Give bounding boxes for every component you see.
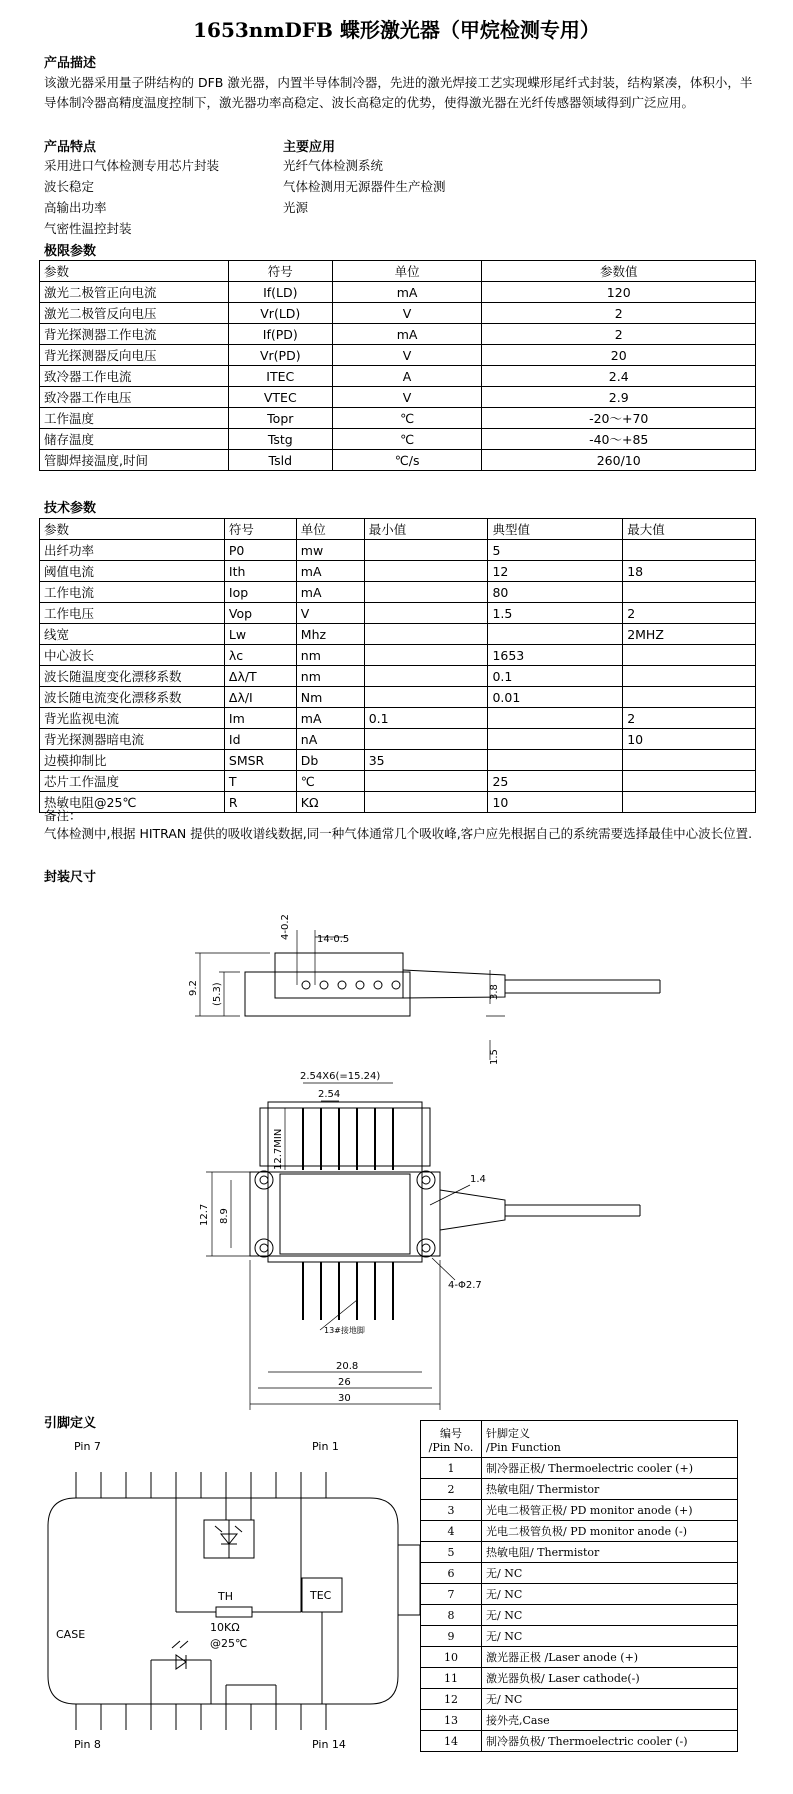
pin-number: 10	[421, 1647, 482, 1668]
limits-cell: -20～+70	[482, 408, 756, 429]
pin-function: 无/ NC	[482, 1689, 738, 1710]
limits-cell: mA	[332, 282, 482, 303]
tech-cell: 0.1	[488, 666, 623, 687]
pin-number: 9	[421, 1626, 482, 1647]
tech-header-cell: 参数	[40, 519, 225, 540]
limits-cell: mA	[332, 324, 482, 345]
limits-cell: If(PD)	[228, 324, 332, 345]
limits-header-cell: 符号	[228, 261, 332, 282]
tech-cell: Δλ/I	[224, 687, 296, 708]
limits-cell: ℃/s	[332, 450, 482, 471]
tech-cell: V	[296, 603, 364, 624]
limits-cell: Topr	[228, 408, 332, 429]
section-tech-heading: 技术参数	[44, 501, 97, 516]
pin1-label: Pin 1	[312, 1440, 339, 1453]
tech-cell: Im	[224, 708, 296, 729]
pin-function: 激光器正极 /Laser anode (+)	[482, 1647, 738, 1668]
tech-cell: Δλ/T	[224, 666, 296, 687]
dim-label: 9.2	[188, 980, 199, 996]
tech-cell: Ith	[224, 561, 296, 582]
feature-item: 高输出功率	[44, 200, 107, 215]
pin-number: 12	[421, 1689, 482, 1710]
pin-row	[421, 1563, 738, 1584]
tech-cell: 中心波长	[40, 645, 225, 666]
pin-function: 无/ NC	[482, 1605, 738, 1626]
side-view	[195, 930, 660, 1060]
limits-header-cell: 参数值	[482, 261, 756, 282]
tech-cell: Vop	[224, 603, 296, 624]
pin-number: 5	[421, 1542, 482, 1563]
feature-item: 采用进口气体检测专用芯片封装	[44, 158, 220, 173]
pin7-label: Pin 7	[74, 1440, 101, 1453]
tech-header-cell: 典型值	[488, 519, 623, 540]
pin-number: 4	[421, 1521, 482, 1542]
application-item: 光源	[283, 200, 309, 215]
page-title: 1653nmDFB 蝶形激光器（甲烷检测专用）	[193, 18, 600, 42]
tech-cell: 出纤功率	[40, 540, 225, 561]
product-description: 该激光器采用量子阱结构的 DFB 激光器，内置半导体制冷器，先进的激光焊接工艺实现蝶形尾纤式封装，结构紧凑，体积小，半导体制冷器高精度温度控制下，激光器功率高稳定、波长高稳定的优势，使得激光器在光纤传感器领域得到广泛应用。	[44, 75, 753, 110]
tech-cell: 2	[623, 708, 756, 729]
pin-number: 6	[421, 1563, 482, 1584]
limits-cell: 260/10	[482, 450, 756, 471]
pin-function: 接外壳,Case	[482, 1710, 738, 1731]
dim-label: 1.5	[489, 1049, 500, 1065]
pin-row	[421, 1647, 738, 1668]
pin-function: 制冷器负极/ Thermoelectric cooler (-)	[482, 1731, 738, 1752]
tech-cell: 35	[364, 750, 488, 771]
thermistor-value: 10KΩ	[210, 1621, 240, 1634]
section-applications-heading: 主要应用	[283, 140, 336, 155]
tech-cell: 18	[623, 561, 756, 582]
pin-function: 无/ NC	[482, 1563, 738, 1584]
tech-cell: 背光探测器暗电流	[40, 729, 225, 750]
tech-cell: nm	[296, 645, 364, 666]
pin-number: 14	[421, 1731, 482, 1752]
pin-number: 8	[421, 1605, 482, 1626]
dim-label: 12.7MIN	[273, 1128, 284, 1170]
dim-label: 4-0.2	[280, 914, 291, 940]
tech-cell: 80	[488, 582, 623, 603]
pin-function: 制冷器正极/ Thermoelectric cooler (+)	[482, 1458, 738, 1479]
pin-function: 无/ NC	[482, 1626, 738, 1647]
dim-label: 26	[338, 1377, 351, 1388]
tech-cell: Iop	[224, 582, 296, 603]
tech-cell: 波长随电流变化漂移系数	[40, 687, 225, 708]
pin-number: 3	[421, 1500, 482, 1521]
limits-cell: 120	[482, 282, 756, 303]
tech-cell: 12	[488, 561, 623, 582]
tech-cell: 25	[488, 771, 623, 792]
tech-cell: R	[224, 792, 296, 813]
tech-cell: P0	[224, 540, 296, 561]
thermistor-temp: @25℃	[210, 1637, 248, 1650]
tech-cell: mA	[296, 708, 364, 729]
pin-number: 7	[421, 1584, 482, 1605]
tech-cell: 背光监视电流	[40, 708, 225, 729]
dim-label: 2.54	[318, 1089, 341, 1100]
top-view	[206, 1083, 640, 1410]
pin-number: 2	[421, 1479, 482, 1500]
section-features-heading: 产品特点	[44, 140, 97, 155]
pin-row	[421, 1626, 738, 1647]
pin-row	[421, 1458, 738, 1479]
thermistor-label: TH	[218, 1590, 233, 1603]
pin8-label: Pin 8	[74, 1738, 101, 1751]
limits-cell: -40～+85	[482, 429, 756, 450]
tech-cell: 芯片工作温度	[40, 771, 225, 792]
limits-cell: ℃	[332, 408, 482, 429]
dim-label: 20.8	[336, 1361, 359, 1372]
limits-cell: 管脚焊接温度,时间	[40, 450, 229, 471]
limits-cell: V	[332, 303, 482, 324]
pin14-label: Pin 14	[312, 1738, 346, 1751]
pin13-label: 13#接地脚	[324, 1326, 365, 1335]
feature-item: 波长稳定	[44, 179, 95, 194]
tech-cell: 10	[488, 792, 623, 813]
limits-cell: 2	[482, 324, 756, 345]
tech-cell: 工作电流	[40, 582, 225, 603]
dim-label: 8.9	[219, 1208, 230, 1224]
limits-cell: 激光二极管正向电流	[40, 282, 229, 303]
pin-function: 热敏电阻/ Thermistor	[482, 1542, 738, 1563]
pin-number: 1	[421, 1458, 482, 1479]
limits-cell: Vr(PD)	[228, 345, 332, 366]
tech-cell: 线宽	[40, 624, 225, 645]
section-package-heading: 封装尺寸	[44, 870, 97, 885]
dim-label: 14-0.5	[317, 934, 350, 945]
pin-row	[421, 1521, 738, 1542]
tech-cell: Lw	[224, 624, 296, 645]
tech-cell: 工作电压	[40, 603, 225, 624]
limits-cell: 激光二极管反向电压	[40, 303, 229, 324]
tech-cell: mw	[296, 540, 364, 561]
limits-cell: 20	[482, 345, 756, 366]
tech-cell: 2MHZ	[623, 624, 756, 645]
limits-cell: V	[332, 345, 482, 366]
tech-cell: 5	[488, 540, 623, 561]
dim-label: 30	[338, 1393, 351, 1404]
tech-cell: 阈值电流	[40, 561, 225, 582]
limits-cell: Tstg	[228, 429, 332, 450]
pin-function: 激光器负极/ Laser cathode(-)	[482, 1668, 738, 1689]
tech-header-cell: 单位	[296, 519, 364, 540]
tech-header-cell: 最小值	[364, 519, 488, 540]
tech-cell: Nm	[296, 687, 364, 708]
section-pin-heading: 引脚定义	[44, 1416, 97, 1431]
limits-cell: 2	[482, 303, 756, 324]
limits-cell: VTEC	[228, 387, 332, 408]
limits-cell: 2.4	[482, 366, 756, 387]
limits-cell: If(LD)	[228, 282, 332, 303]
pin-number-header: 编号 /Pin No.	[421, 1421, 482, 1458]
pin-row	[421, 1584, 738, 1605]
pin-function: 无/ NC	[482, 1584, 738, 1605]
pin-row	[421, 1710, 738, 1731]
pin-table-header	[421, 1421, 738, 1458]
feature-item: 气密性温控封装	[44, 221, 132, 236]
pin-row	[421, 1731, 738, 1752]
tech-cell: Mhz	[296, 624, 364, 645]
tech-cell: 1.5	[488, 603, 623, 624]
pin-row	[421, 1500, 738, 1521]
tech-cell: λc	[224, 645, 296, 666]
tec-label: TEC	[310, 1589, 332, 1602]
dim-label: 12.7	[199, 1203, 210, 1226]
tech-cell: ℃	[296, 771, 364, 792]
pin-row	[421, 1542, 738, 1563]
limits-cell: 致冷器工作电流	[40, 366, 229, 387]
tech-cell: mA	[296, 561, 364, 582]
tech-cell: 2	[623, 603, 756, 624]
pin-function: 热敏电阻/ Thermistor	[482, 1479, 738, 1500]
limits-cell: 工作温度	[40, 408, 229, 429]
limits-cell: A	[332, 366, 482, 387]
pin-row	[421, 1689, 738, 1710]
section-description-heading: 产品描述	[44, 56, 97, 71]
pin-definition-table	[420, 1420, 738, 1752]
tech-cell: Db	[296, 750, 364, 771]
tech-cell: nm	[296, 666, 364, 687]
tech-cell: SMSR	[224, 750, 296, 771]
limits-cell: ITEC	[228, 366, 332, 387]
tech-cell: T	[224, 771, 296, 792]
tech-cell: nA	[296, 729, 364, 750]
limits-cell: ℃	[332, 429, 482, 450]
pin-schematic	[48, 1472, 420, 1730]
application-item: 光纤气体检测系统	[283, 158, 384, 173]
dim-label: 3.8	[489, 984, 500, 1000]
tech-cell: Id	[224, 729, 296, 750]
tech-cell: 热敏电阻@25℃	[40, 792, 225, 813]
dim-label: 2.54X6(=15.24)	[300, 1071, 381, 1082]
section-limits-heading: 极限参数	[44, 244, 97, 259]
limits-header-cell: 单位	[332, 261, 482, 282]
tech-cell: 10	[623, 729, 756, 750]
pin-row	[421, 1668, 738, 1689]
application-item: 气体检测用无源器件生产检测	[283, 179, 446, 194]
dimension-labels	[188, 914, 500, 1404]
pin-row	[421, 1479, 738, 1500]
limits-cell: Vr(LD)	[228, 303, 332, 324]
limits-cell: V	[332, 387, 482, 408]
note-text: 气体检测中,根据 HITRAN 提供的吸收谱线数据,同一种气体通常几个吸收峰,客户应先根据自己的系统需要选择最佳中心波长位置.	[44, 826, 753, 841]
limits-cell: 背光探测器反向电压	[40, 345, 229, 366]
limits-header-cell: 参数	[40, 261, 229, 282]
tech-cell: 边模抑制比	[40, 750, 225, 771]
pin-row	[421, 1605, 738, 1626]
pin-function: 光电二极管正极/ PD monitor anode (+)	[482, 1500, 738, 1521]
tech-cell: 1653	[488, 645, 623, 666]
tech-header-cell: 符号	[224, 519, 296, 540]
limits-cell: 储存温度	[40, 429, 229, 450]
tech-header-cell: 最大值	[623, 519, 756, 540]
pin-function: 光电二极管负极/ PD monitor anode (-)	[482, 1521, 738, 1542]
tech-cell: KΩ	[296, 792, 364, 813]
pin-function-header: 针脚定义 /Pin Function	[482, 1421, 738, 1458]
limits-cell: Tsld	[228, 450, 332, 471]
tech-cell: 0.01	[488, 687, 623, 708]
tech-cell: 波长随温度变化漂移系数	[40, 666, 225, 687]
dim-label: 1.4	[470, 1174, 486, 1185]
dim-label: (5.3)	[212, 982, 223, 1006]
limits-cell: 背光探测器工作电流	[40, 324, 229, 345]
pin-number: 13	[421, 1710, 482, 1731]
limits-cell: 2.9	[482, 387, 756, 408]
tech-cell: mA	[296, 582, 364, 603]
tech-cell: 0.1	[364, 708, 488, 729]
note-label: 备注：	[44, 808, 82, 823]
dim-label: 4-Φ2.7	[448, 1280, 482, 1291]
limits-cell: 致冷器工作电压	[40, 387, 229, 408]
pin-number: 11	[421, 1668, 482, 1689]
case-label: CASE	[56, 1628, 86, 1641]
